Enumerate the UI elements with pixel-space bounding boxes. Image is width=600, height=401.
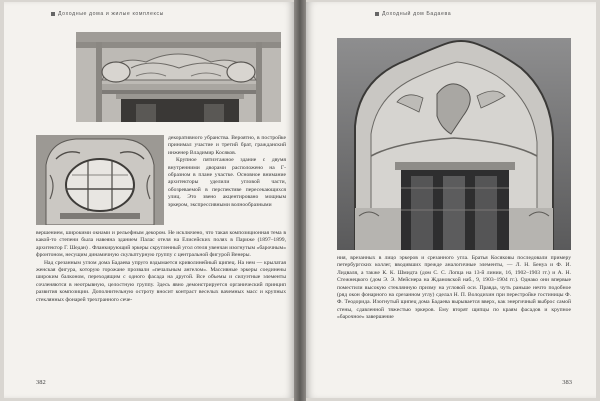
left-page-number: 382 — [36, 379, 46, 386]
right-page-number: 383 — [562, 379, 572, 386]
side-para-1: декоративного убранства. Вероятно, в постройке принимал участие и третий брат, гражданский инженер Владимир Косяков. — [168, 135, 286, 156]
photo-round-window — [36, 135, 164, 225]
header-square-icon — [51, 12, 55, 16]
right-body-text — [337, 255, 571, 322]
right-running-header: Доходный дом Бадаева — [372, 11, 451, 17]
body-para-2: Над срезанным углом дома Бадаева упруго вздымается криволинейный щипец. На нем — крылатая женская фигура, которую горожане прозвали «печальным ангелом». Массивные эркеры соединены широким балконом, переходящим с одного фасада на другой. Все объемы и силуэтные элементы сочленяются в неотрывную, целостную группу. Здесь явно демонстрируется органический принцип развития композиции. Дополнительную остроту вносит контраст веселых вачемных масс и крупных стеклянных фонарей трехгранного сече- — [36, 259, 286, 303]
right-page — [306, 2, 596, 398]
book-gutter — [294, 0, 306, 401]
photo-ornamental-frieze — [76, 32, 281, 122]
header-square-icon — [375, 12, 379, 16]
left-page — [4, 2, 294, 398]
left-side-column — [168, 135, 286, 209]
left-body-text — [36, 230, 286, 304]
left-running-header: Доходные дома и жилые комплексы — [48, 11, 164, 17]
photo-gable-angel — [337, 38, 571, 250]
right-body-para: ния, врезанных в лицо эркеров и срезанного угла. Братья Косяковы последовали примеру петербургских коллег, вводивших прежде аналогичные элементы, — Л. Н. Бенуа и Ф. И. Лидваля, а также К. К. Шмидта (дом С. С. Лопца на 13-й линии, 16, 1902–1903 гг.) и А. Н. Стежнецкого (дом Э. Э. Мейснера на Ждановской наб., 9, 1903–1904 гг.). Однако они впервые поместили высокую стеклянную призму на угловой оси. Правда, чуть раньше нечто подобное (ряд окон фонарного на срезанном углу) сделал Н. П. Володихин при перестройке гостиницы Ф. Ф. Теодорида. Изогнутый щипец дома Бадаева вырывается вверх, как энергичный выброс самой стены, сдавленной тяжестью эркеров. Ему вторят щипцы по краям фасадов и крупное «барочное» завершение — [337, 255, 571, 321]
body-para-1: вершением, широкими окнами и рельефным декором. Не исключено, что такая композиционная тема в какой-то степени была навеяна зданием Палас отеля на Елисейских полях в Париже (1897–1899, архитектор Г. Шедан) . Фланкирующий эркеры скругленный угол отеля увенчан изогнутым «барочным» фронтоном, несущим динамичную скульптурную группу с центральной фигурой Венеры. — [36, 230, 286, 259]
side-para-2: Крупное пятиэтажное здание с двумя внутренними дворами расположено на Г-образном в плане участке. Основное внимание архитекторы уделили угловой части, обозреваемой в перспективе пересекающихся улиц. Это звено акцентировано мощным эркером, экспрессивными волнообразными — [168, 157, 286, 208]
